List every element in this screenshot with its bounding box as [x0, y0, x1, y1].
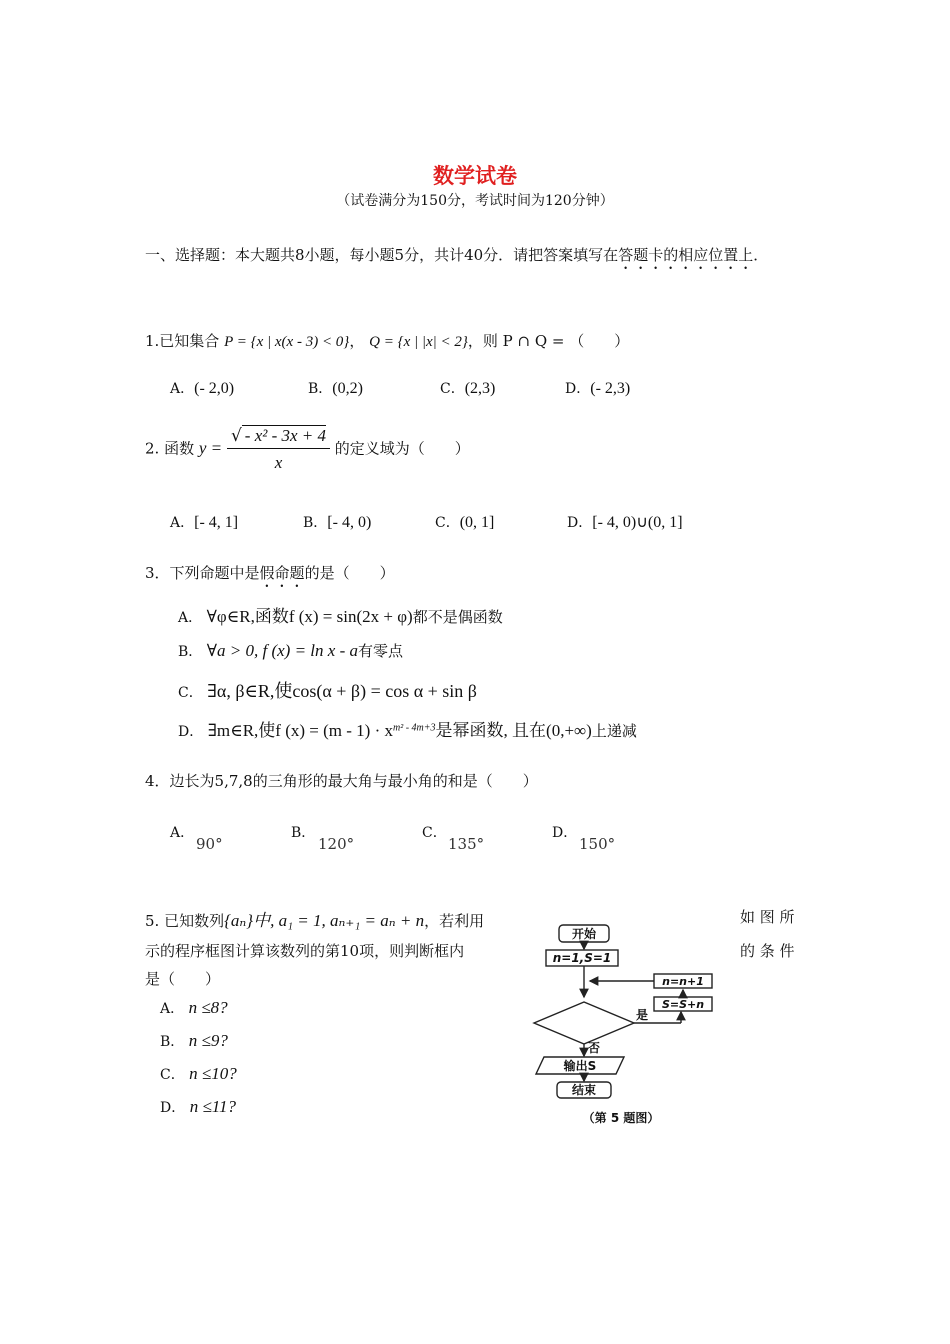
section-text: 一、选择题：本大题共8小题，每小题5分，共计40分．请把答案填写在: [145, 246, 619, 264]
q5-option-d: [160, 1097, 236, 1117]
q3-option-c: [178, 677, 477, 703]
flow-sum-label: S=S+n: [661, 998, 705, 1011]
q1-option-d-value: (- 2,3): [590, 380, 631, 397]
q2-fraction: [227, 426, 330, 473]
q2-option-a-value: [- 4, 1]: [194, 514, 239, 531]
flow-yes-label: 是: [636, 1008, 649, 1022]
q3-option-b-text: 有零点: [357, 642, 403, 660]
q3-option-d-exponent: m² - 4m+3: [393, 722, 436, 734]
q3-option-d-text: 上递减: [591, 722, 637, 740]
q5-option-d-value: n ≤11?: [189, 1097, 237, 1116]
q1-option-a-label: A．: [170, 381, 195, 397]
q2-numerator: √ - x² - 3x + 4: [227, 426, 330, 449]
q3-stem-emphasis: 假命题: [259, 564, 305, 582]
question-5-line-3: 是（ ）: [145, 970, 221, 988]
q2-option-c-value: (0, 1]: [459, 514, 495, 531]
page-title: 数学试卷: [433, 164, 517, 188]
q5-line1-tail: ，若利用: [424, 912, 485, 930]
q4-option-b: B．: [291, 825, 316, 841]
q1-option-c-value: (2,3): [464, 380, 496, 397]
question-3-stem: [145, 562, 395, 591]
question-1-stem: [145, 330, 629, 351]
q3-option-b: [178, 640, 403, 661]
section-end: ．: [753, 246, 769, 264]
q1-option-c: [440, 378, 495, 398]
q4-option-a-value: 90°: [196, 835, 223, 853]
q4-option-c: C．: [422, 825, 447, 841]
q1-option-b-label: B．: [308, 381, 333, 397]
q5-option-b-value: n ≤9?: [188, 1031, 228, 1050]
question-4-stem: 4．边长为5,7,8的三角形的最大角与最小角的和是（ ）: [145, 772, 538, 790]
q3-option-d: [178, 716, 637, 741]
question-5-line-1: [145, 906, 484, 931]
flow-end-label: 结束: [571, 1083, 597, 1097]
q4-option-c-value: 135°: [448, 835, 485, 853]
question-2-stem: [145, 426, 470, 473]
q3-option-a-text: 都不是偶函数: [412, 608, 503, 626]
q1-option-d-label: D．: [565, 381, 591, 397]
q5-option-c-value: n ≤10?: [189, 1064, 237, 1083]
q3-option-d-math-a: ∃m∈R,使f (x) = (m - 1) · x: [207, 721, 393, 740]
q5-line1-right: 如 图 所: [740, 908, 795, 926]
flow-no-label: 否: [588, 1041, 601, 1055]
q2-radicand: - x² - 3x + 4: [242, 425, 326, 445]
q4-option-d-value: 150°: [579, 835, 616, 853]
q5-option-c: [160, 1064, 237, 1084]
q2-tail: 的定义域为（ ）: [334, 439, 470, 458]
q2-option-d: [567, 512, 683, 532]
q3-stem-b: 的是（ ）: [304, 564, 395, 582]
flowchart-figure: [528, 918, 758, 1133]
q2-denominator: x: [274, 453, 283, 472]
q2-option-c-label: C．: [435, 515, 460, 531]
q4-option-d: D．: [552, 825, 578, 841]
q3-option-d-label: D．: [178, 724, 204, 740]
q3-option-d-math-b: 是幂函数, 且在(0,+∞): [435, 721, 592, 740]
q1-sep: ，: [349, 332, 365, 350]
q2-option-a-label: A．: [170, 515, 195, 531]
q3-stem-a: 3．下列命题中是: [145, 564, 260, 582]
q1-stem-text: 1.已知集合: [145, 332, 220, 350]
flow-init-label: n=1,S=1: [552, 951, 612, 965]
q4-option-a: A．: [170, 825, 195, 841]
q3-option-c-math: ∃α, β∈R,使cos(α + β) = cos α + sin β: [207, 681, 477, 701]
q1-set-p: P = {x | x(x - 3) < 0}: [224, 334, 350, 350]
q3-option-a-label: A．: [178, 610, 203, 626]
flow-caption: （第 5 题图）: [582, 1111, 660, 1125]
section-instructions: [145, 234, 810, 276]
q5-option-a-value: n ≤8?: [188, 998, 228, 1017]
q5-option-a-label: A．: [160, 1001, 185, 1017]
q1-option-b: [308, 378, 363, 398]
question-5-line-2: 示的程序框图计算该数列的第10项，则判断框内: [145, 942, 465, 960]
q5-option-d-label: D．: [160, 1100, 186, 1116]
q5-sequence-math: {aₙ}中, a₁ = 1, aₙ₊₁ = aₙ + n: [224, 911, 425, 930]
q3-option-b-math: ∀a > 0, f (x) = ln x - a: [206, 641, 358, 660]
q1-option-a-value: (- 2,0): [194, 380, 235, 397]
q1-tail: ，则 P ∩ Q = （ ）: [467, 332, 630, 350]
q2-option-d-value: [- 4, 0)∪(0, 1]: [592, 514, 683, 531]
q2-option-c: [435, 512, 494, 532]
flow-decision-diamond: [534, 1002, 634, 1044]
q5-option-b-label: B．: [160, 1034, 185, 1050]
q1-set-q: Q = {x | |x| < 2}: [369, 334, 468, 350]
q5-option-c-label: C．: [160, 1067, 185, 1083]
q4-option-b-value: 120°: [318, 835, 355, 853]
q1-option-b-value: (0,2): [332, 380, 363, 397]
q2-option-b-label: B．: [303, 515, 328, 531]
q3-option-a-math: ∀φ∈R,函数f (x) = sin(2x + φ): [206, 607, 413, 626]
flow-output-label: 输出S: [563, 1059, 597, 1073]
q3-option-b-label: B．: [178, 644, 203, 660]
q5-line1-text: 5. 已知数列: [145, 912, 225, 930]
section-emphasis: 答题卡的相应位置上: [618, 246, 754, 264]
q2-y: y =: [198, 438, 223, 458]
q5-option-a: [160, 998, 228, 1018]
q2-stem-text: 2. 函数: [145, 439, 195, 458]
q1-option-c-label: C．: [440, 381, 465, 397]
q2-option-b-value: [- 4, 0): [327, 514, 372, 531]
q2-option-a: [170, 512, 238, 532]
q2-option-b: [303, 512, 371, 532]
q2-option-d-label: D．: [567, 515, 593, 531]
q1-option-a: [170, 378, 234, 398]
q3-option-a: [178, 602, 503, 627]
q5-line2-right: 的 条 件: [740, 942, 795, 960]
q3-option-c-label: C．: [178, 685, 203, 701]
flow-inc-label: n=n+1: [662, 975, 704, 988]
flow-start-label: 开始: [571, 927, 597, 941]
page-subtitle: （试卷满分为150分，考试时间为120分钟）: [336, 193, 614, 209]
q1-option-d: [565, 378, 630, 398]
q5-option-b: [160, 1031, 228, 1051]
